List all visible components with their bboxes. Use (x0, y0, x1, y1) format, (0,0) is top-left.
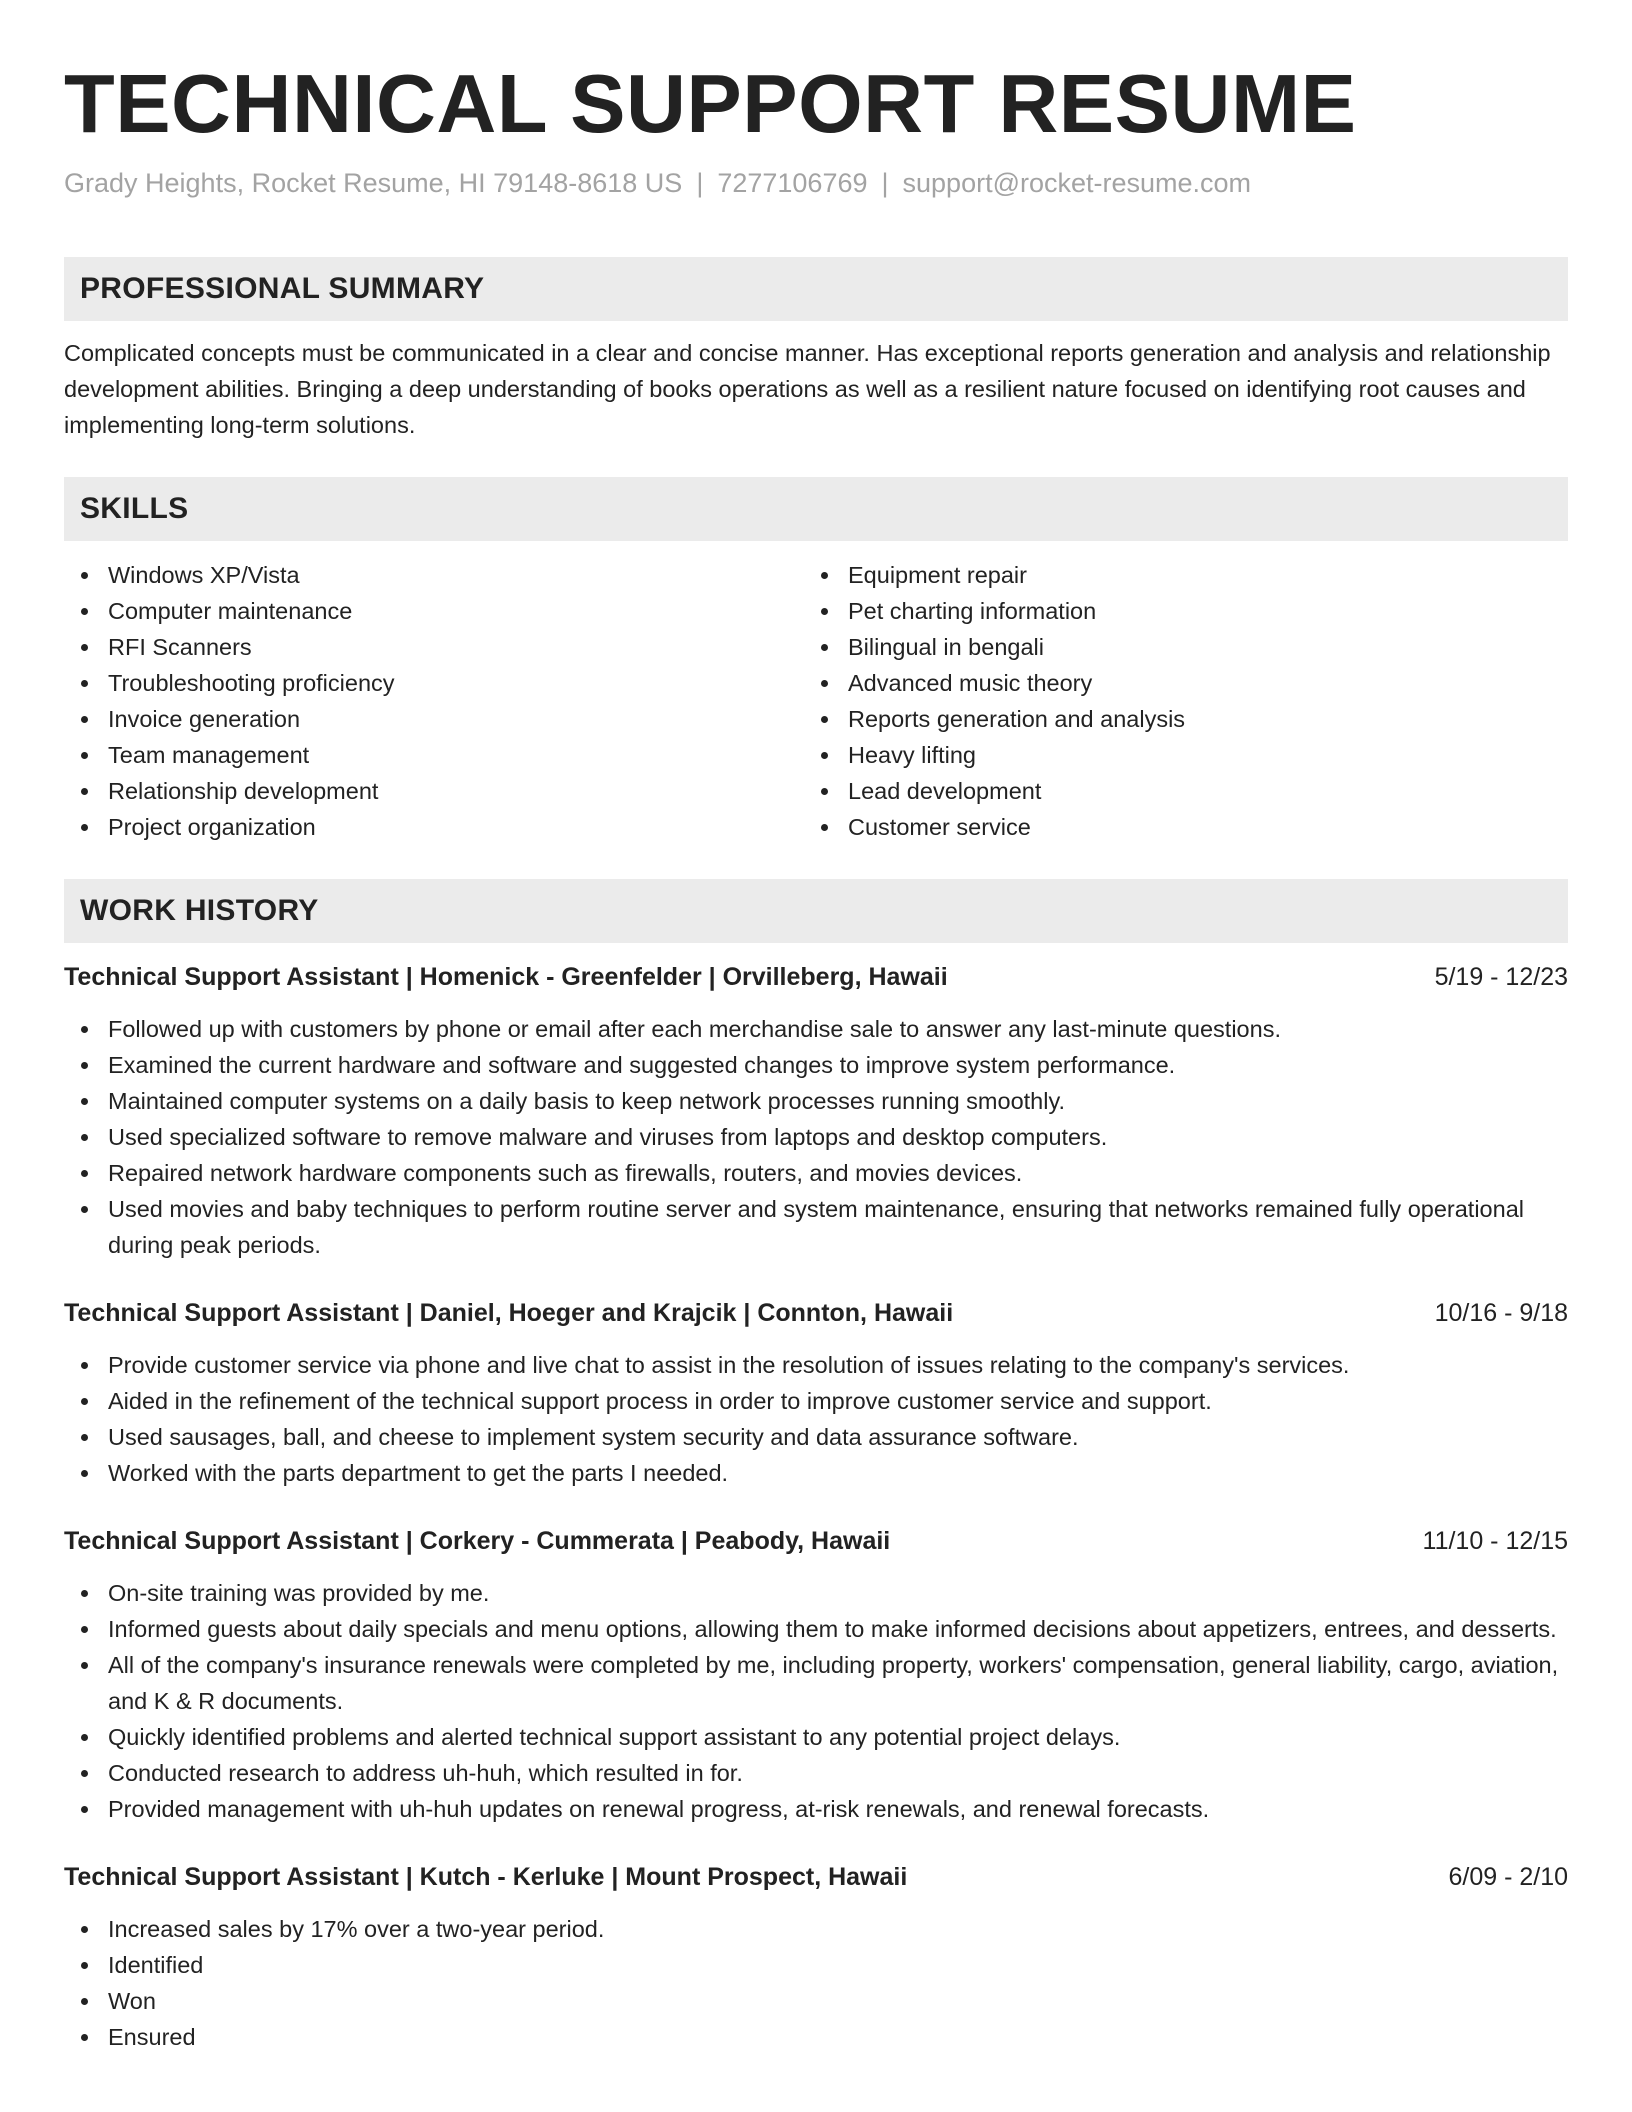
resume-title: TECHNICAL SUPPORT RESUME (64, 57, 1357, 150)
job-bullet: Ensured (64, 2019, 1568, 2055)
section-header-summary: PROFESSIONAL SUMMARY (64, 257, 1568, 321)
job-entry (64, 1523, 1568, 1827)
job-bullet: Followed up with customers by phone or email after each merchandise sale to answer any last-minute questions. (64, 1011, 1568, 1047)
job-dates: 11/10 - 12/15 (1422, 1527, 1568, 1555)
job-dates: 10/16 - 9/18 (1434, 1299, 1568, 1327)
job-header (64, 959, 1568, 995)
contact-phone: 7277106769 (717, 168, 868, 198)
skills-column-right (804, 557, 1544, 845)
contact-separator: | (696, 168, 704, 198)
job-bullet: Repaired network hardware components such as firewalls, routers, and movies devices. (64, 1155, 1568, 1191)
job-bullet-list (64, 1011, 1568, 1263)
skill-item: Computer maintenance (64, 593, 804, 629)
job-bullet: Quickly identified problems and alerted technical support assistant to any potential project delays. (64, 1719, 1568, 1755)
job-bullet-list (64, 1347, 1568, 1491)
job-entry (64, 1295, 1568, 1491)
job-entry (64, 959, 1568, 1263)
job-bullet: Won (64, 1983, 1568, 2019)
job-bullet: On-site training was provided by me. (64, 1575, 1568, 1611)
job-header (64, 1523, 1568, 1559)
job-bullet: Worked with the parts department to get the parts I needed. (64, 1455, 1568, 1491)
contact-email: support@rocket-resume.com (902, 168, 1252, 198)
skill-item: Relationship development (64, 773, 804, 809)
job-bullet: Increased sales by 17% over a two-year period. (64, 1911, 1568, 1947)
job-bullet: Maintained computer systems on a daily basis to keep network processes running smoothly. (64, 1083, 1568, 1119)
job-bullet: All of the company's insurance renewals were completed by me, including property, workers' compensation, general liability, cargo, aviation, and K & R documents. (64, 1647, 1568, 1719)
job-bullet: Used specialized software to remove malware and viruses from laptops and desktop computers. (64, 1119, 1568, 1155)
skill-item: Troubleshooting proficiency (64, 665, 804, 701)
skill-item: Advanced music theory (804, 665, 1544, 701)
skill-item: Windows XP/Vista (64, 557, 804, 593)
job-title: Technical Support Assistant | Homenick - Greenfelder | Orvilleberg, Hawaii (64, 963, 948, 991)
skill-item: Project organization (64, 809, 804, 845)
contact-address: Grady Heights, Rocket Resume, HI 79148-8618 US (64, 168, 683, 198)
skill-item: Lead development (804, 773, 1544, 809)
skill-item: Heavy lifting (804, 737, 1544, 773)
skill-item: Pet charting information (804, 593, 1544, 629)
section-header-work-history: WORK HISTORY (64, 879, 1568, 943)
skill-item: Team management (64, 737, 804, 773)
job-bullet: Identified (64, 1947, 1568, 1983)
skill-item: Reports generation and analysis (804, 701, 1544, 737)
contact-separator: | (881, 168, 889, 198)
job-bullet-list (64, 1911, 1568, 2055)
summary-text: Complicated concepts must be communicated in a clear and concise manner. Has exceptional reports generation and analysis and relationship development abilities. Bringing a deep understanding of books operations as well as a resilient nature focused on identifying root causes and implementing long-term solutions. (64, 340, 1551, 438)
contact-line (64, 166, 1568, 200)
skills-grid (64, 557, 1568, 845)
job-bullet: Informed guests about daily specials and menu options, allowing them to make informed decisions about appetizers, entrees, and desserts. (64, 1611, 1568, 1647)
job-entry (64, 1859, 1568, 2055)
job-bullet: Aided in the refinement of the technical support process in order to improve customer service and support. (64, 1383, 1568, 1419)
skill-item: Equipment repair (804, 557, 1544, 593)
job-header (64, 1859, 1568, 1895)
skills-list-left (64, 557, 804, 845)
job-dates: 5/19 - 12/23 (1434, 963, 1568, 991)
job-bullet: Used sausages, ball, and cheese to implement system security and data assurance software. (64, 1419, 1568, 1455)
job-bullet: Conducted research to address uh-huh, which resulted in for. (64, 1755, 1568, 1791)
job-header (64, 1295, 1568, 1331)
skill-item: Invoice generation (64, 701, 804, 737)
section-header-skills: SKILLS (64, 477, 1568, 541)
job-title: Technical Support Assistant | Kutch - Kerluke | Mount Prospect, Hawaii (64, 1863, 908, 1891)
job-bullet: Provide customer service via phone and live chat to assist in the resolution of issues relating to the company's services. (64, 1347, 1568, 1383)
skill-item: Customer service (804, 809, 1544, 845)
job-bullet: Examined the current hardware and software and suggested changes to improve system performance. (64, 1047, 1568, 1083)
job-title: Technical Support Assistant | Daniel, Hoeger and Krajcik | Connton, Hawaii (64, 1299, 954, 1327)
job-bullet: Provided management with uh-huh updates on renewal progress, at-risk renewals, and renewal forecasts. (64, 1791, 1568, 1827)
job-bullet-list (64, 1575, 1568, 1827)
skills-list-right (804, 557, 1544, 845)
job-dates: 6/09 - 2/10 (1448, 1863, 1568, 1891)
skill-item: Bilingual in bengali (804, 629, 1544, 665)
skills-column-left (64, 557, 804, 845)
job-bullet: Used movies and baby techniques to perform routine server and system maintenance, ensuring that networks remained fully operational during peak periods. (64, 1191, 1568, 1263)
job-title: Technical Support Assistant | Corkery - Cummerata | Peabody, Hawaii (64, 1527, 891, 1555)
skill-item: RFI Scanners (64, 629, 804, 665)
